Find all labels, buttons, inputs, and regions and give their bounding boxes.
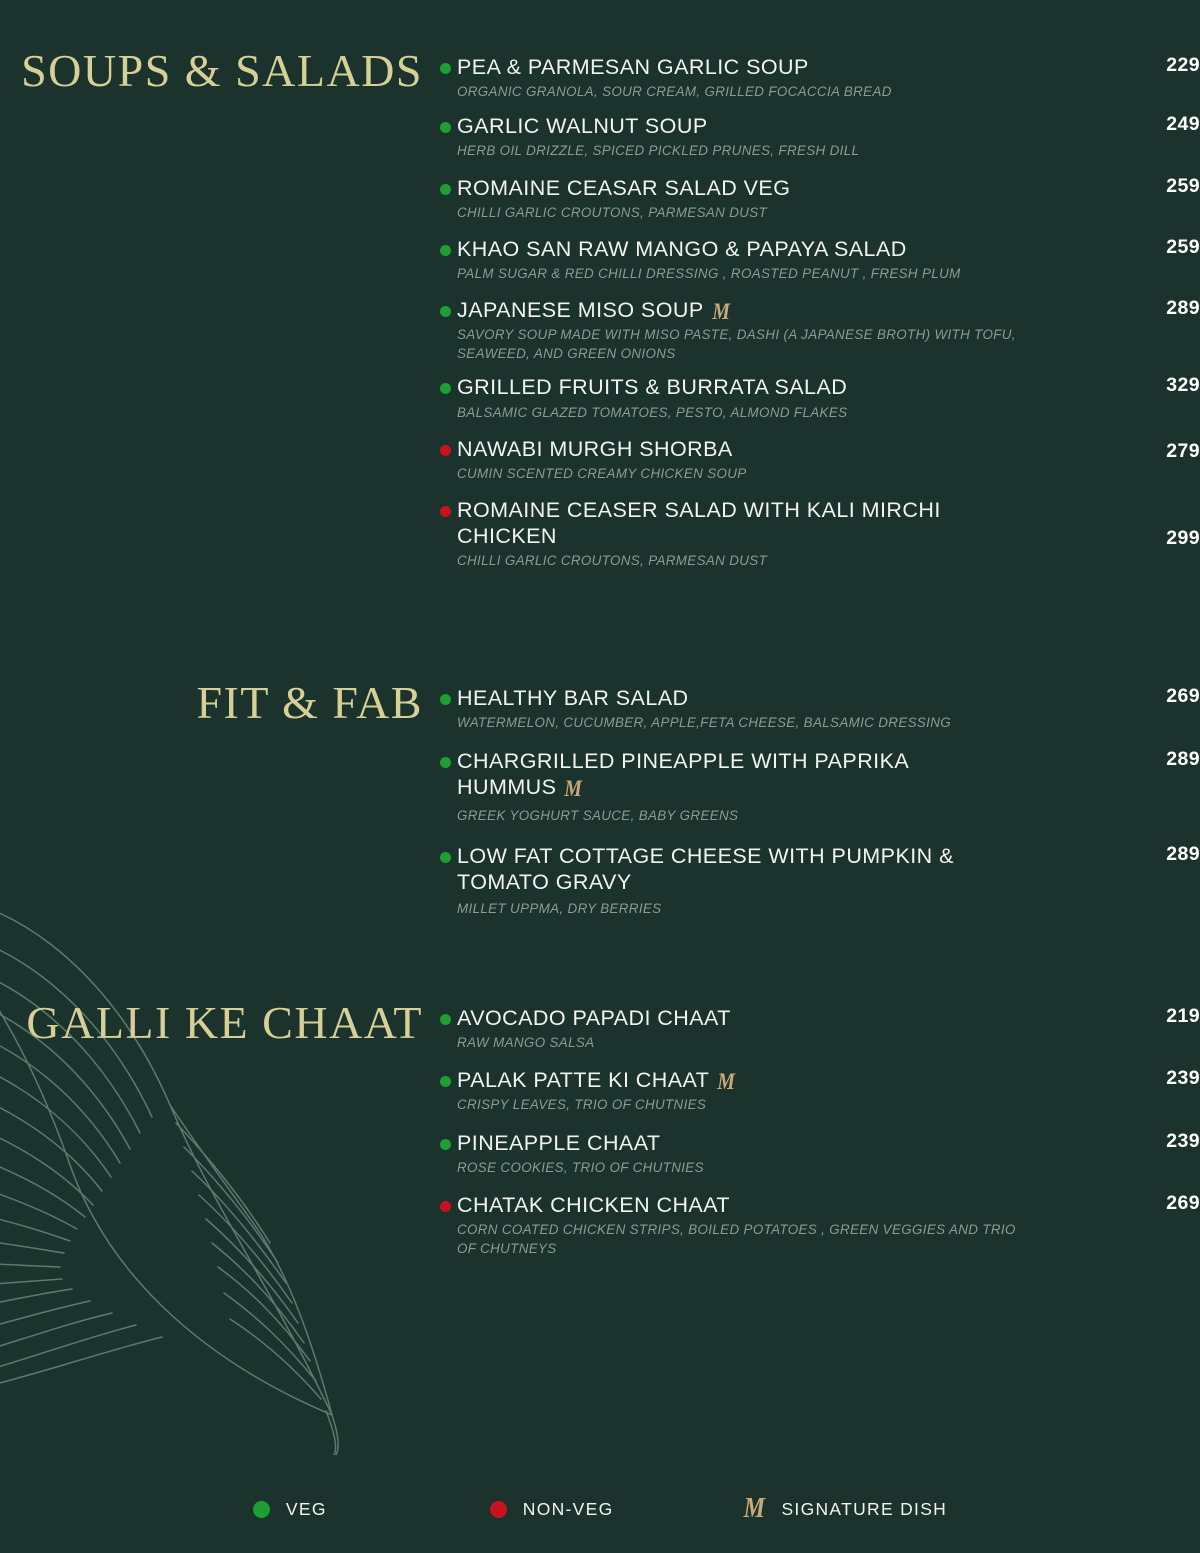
menu-section-soups-and-salads [0, 45, 1200, 570]
section-heading-galli-ke-chaat: GALLI KE CHAAT [26, 997, 423, 1048]
signature-dish-icon: M [717, 1069, 735, 1095]
signature-dish-icon: M [712, 299, 729, 324]
menu-item-description: MILLET UPPMA, DRY BERRIES [457, 901, 662, 917]
menu-item[interactable] [438, 236, 1200, 283]
section-items-list [435, 48, 1200, 570]
menu-section-fit-and-fab [0, 677, 1200, 918]
veg-indicator-icon [253, 1501, 270, 1518]
veg-indicator-icon [440, 1076, 451, 1087]
menu-item-price: 239 [1166, 1129, 1200, 1152]
menu-item-price: 269 [1166, 1191, 1200, 1214]
menu-item[interactable] [438, 175, 1200, 222]
menu-item[interactable] [438, 748, 1200, 824]
menu-item-price: 299 [1166, 526, 1200, 549]
menu-item[interactable] [438, 436, 1200, 483]
menu-item[interactable] [438, 685, 1200, 732]
menu-item-price: 239 [1166, 1067, 1200, 1090]
menu-item-price: 279 [1166, 439, 1200, 462]
veg-indicator-icon [440, 245, 451, 256]
veg-indicator-icon [440, 1014, 451, 1025]
menu-item-description: CRISPY LEAVES, TRIO OF CHUTNIES [457, 1097, 707, 1113]
menu-item-description: CUMIN SCENTED CREAMY CHICKEN SOUP [457, 465, 747, 481]
menu-item-price: 289 [1166, 842, 1200, 865]
veg-indicator-icon [440, 852, 451, 863]
menu-item[interactable] [438, 1192, 1200, 1258]
menu-item-name: NAWABI MURGH SHORBA [457, 436, 733, 461]
menu-item[interactable] [438, 297, 1200, 363]
menu-item-description: ROSE COOKIES, TRIO OF CHUTNIES [457, 1159, 704, 1175]
menu-item-description: CHILLI GARLIC CROUTONS, PARMESAN DUST [457, 204, 768, 220]
menu-item-name: PEA & PARMESAN GARLIC SOUP [457, 55, 809, 79]
section-heading-fit-and-fab: FIT & FAB [196, 677, 423, 728]
menu-item-price: 289 [1166, 748, 1200, 771]
legend-nonveg-label: NON-VEG [522, 1498, 614, 1519]
menu-item-description: CHILLI GARLIC CROUTONS, PARMESAN DUST [457, 553, 768, 569]
menu-item[interactable] [438, 1005, 1200, 1052]
menu-item[interactable] [438, 497, 1200, 570]
nonveg-indicator-icon [440, 506, 451, 517]
menu-item-description: CORN COATED CHICKEN STRIPS, BOILED POTATOES , GREEN VEGGIES AND TRIO OF CHUTNEYS [457, 1221, 1016, 1256]
veg-indicator-icon [440, 383, 451, 394]
signature-dish-icon: M [564, 776, 582, 802]
menu-item-description: BALSAMIC GLAZED TOMATOES, PESTO, ALMOND FLAKES [457, 404, 848, 420]
menu-item[interactable] [438, 843, 1200, 918]
menu-legend [0, 1495, 1200, 1523]
menu-item-name: PINEAPPLE CHAAT [457, 1130, 661, 1155]
menu-item-name: GRILLED FRUITS & BURRATA SALAD [457, 375, 848, 400]
menu-item-name: AVOCADO PAPADI CHAAT [457, 1006, 731, 1030]
veg-indicator-icon [440, 63, 451, 74]
section-items-list [435, 1000, 1200, 1258]
menu-item[interactable] [438, 54, 1200, 101]
menu-item[interactable] [438, 374, 1200, 421]
legend-signature-label: SIGNATURE DISH [781, 1498, 948, 1519]
menu-item-description: SAVORY SOUP MADE WITH MISO PASTE, DASHI (A JAPANESE BROTH) WITH TOFU, SEAWEED, AND GREEN ONIONS [457, 327, 1016, 362]
menu-item-description: GREEK YOGHURT SAUCE, BABY GREENS [457, 807, 739, 823]
menu-item-price: 229 [1166, 54, 1200, 76]
menu-item-price: 269 [1166, 685, 1200, 707]
menu-item[interactable] [438, 113, 1200, 160]
nonveg-indicator-icon [440, 1201, 451, 1212]
menu-item-name: KHAO SAN RAW MANGO & PAPAYA SALAD [457, 236, 907, 261]
veg-indicator-icon [440, 122, 451, 133]
veg-indicator-icon [440, 1139, 451, 1150]
menu-item-name: LOW FAT COTTAGE CHEESE WITH PUMPKIN & TOMATO GRAVY [457, 843, 954, 894]
menu-item-name: ROMAINE CEASAR SALAD VEG [457, 175, 791, 200]
section-items-list [435, 680, 1200, 918]
nonveg-indicator-icon [440, 445, 451, 456]
menu-item[interactable] [438, 1130, 1200, 1177]
section-heading-soups-and-salads: SOUPS & SALADS [21, 45, 423, 96]
menu-item[interactable] [438, 1067, 1200, 1114]
menu-item-price: 289 [1166, 297, 1200, 319]
menu-item-name: ROMAINE CEASER SALAD WITH KALI MIRCHI CHICKEN [457, 497, 941, 548]
menu-item-price: 259 [1166, 174, 1200, 197]
menu-item-name: GARLIC WALNUT SOUP [457, 114, 708, 139]
veg-indicator-icon [440, 184, 451, 195]
legend-signature-dish [742, 1495, 948, 1523]
menu-item-description: PALM SUGAR & RED CHILLI DRESSING , ROASTED PEANUT , FRESH PLUM [457, 265, 961, 281]
signature-dish-icon: M [743, 1493, 764, 1524]
veg-indicator-icon [440, 694, 451, 705]
menu-item-name: CHARGRILLED PINEAPPLE WITH PAPRIKA HUMMUS M [457, 749, 908, 802]
menu-item-name: PALAK PATTE KI CHAAT M [457, 1068, 735, 1095]
menu-item-description: HERB OIL DRIZZLE, SPICED PICKLED PRUNES, FRESH DILL [457, 143, 860, 159]
veg-indicator-icon [440, 757, 451, 768]
menu-item-name: JAPANESE MISO SOUP M [457, 298, 729, 324]
menu-item-price: 219 [1166, 1005, 1200, 1027]
legend-veg-label: VEG [285, 1498, 327, 1519]
menu-item-price: 259 [1166, 235, 1200, 258]
menu-item-name: HEALTHY BAR SALAD [457, 686, 689, 710]
nonveg-indicator-icon [490, 1501, 507, 1518]
menu-item-name: CHATAK CHICKEN CHAAT [457, 1192, 730, 1217]
veg-indicator-icon [440, 306, 451, 317]
legend-veg [253, 1499, 327, 1520]
menu-item-price: 249 [1166, 113, 1200, 136]
menu-section-galli-ke-chaat [0, 997, 1200, 1258]
menu-item-description: WATERMELON, CUCUMBER, APPLE,FETA CHEESE, BALSAMIC DRESSING [457, 715, 952, 731]
menu-item-description: ORGANIC GRANOLA, SOUR CREAM, GRILLED FOCACCIA BREAD [457, 84, 892, 100]
legend-nonveg [490, 1499, 614, 1520]
menu-item-description: RAW MANGO SALSA [457, 1035, 595, 1051]
menu-item-price: 329 [1166, 374, 1200, 397]
